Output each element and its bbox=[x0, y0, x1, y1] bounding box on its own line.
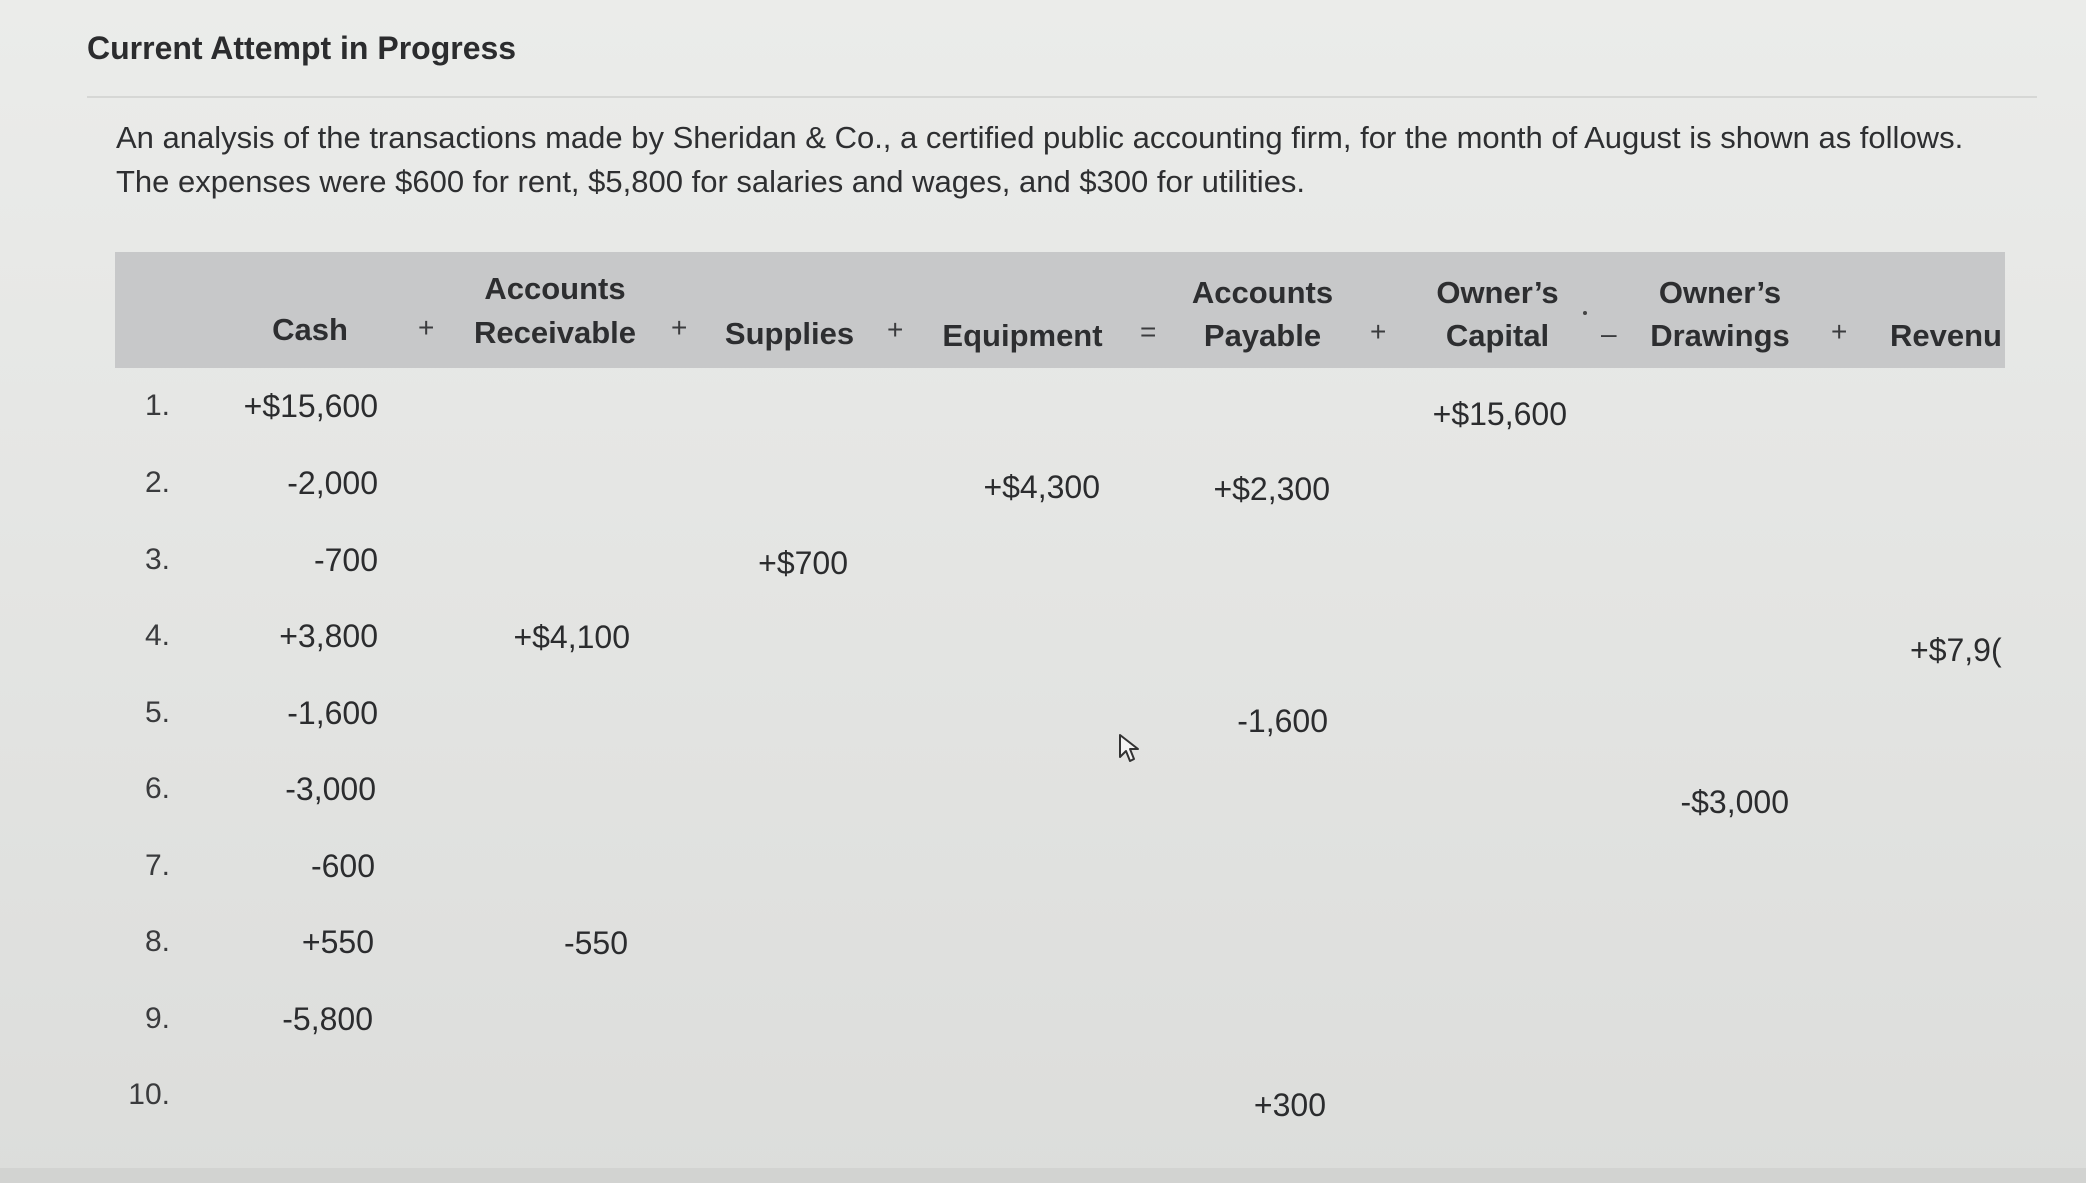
equipment-cell: +$4,300 bbox=[983, 469, 1100, 505]
cash-cell: +3,800 bbox=[279, 618, 378, 654]
operator-plus: + bbox=[671, 312, 688, 343]
row-number: 2. bbox=[144, 466, 170, 499]
row-number: 1. bbox=[144, 389, 170, 422]
supplies-cell: +$700 bbox=[758, 545, 848, 581]
operator-minus: – bbox=[1601, 318, 1617, 349]
row-number: 7. bbox=[144, 849, 170, 882]
ap-cell: +300 bbox=[1253, 1087, 1326, 1123]
ar-cell: +$4,100 bbox=[513, 619, 630, 655]
header-capital-top: Owner’s bbox=[1436, 275, 1559, 310]
row-number: 5. bbox=[144, 696, 170, 729]
ap-cell: -1,600 bbox=[1237, 703, 1328, 739]
header-ap-bottom: Payable bbox=[1203, 318, 1322, 353]
header-ar-bottom: Receivable bbox=[474, 315, 636, 350]
header-ap-top: Accounts bbox=[1191, 275, 1334, 310]
header-drawings-bottom: Drawings bbox=[1650, 318, 1790, 353]
problem-description bbox=[116, 116, 2016, 204]
header-drawings-top: Owner’s bbox=[1658, 275, 1782, 310]
drawings-cell: -$3,000 bbox=[1680, 784, 1789, 820]
cash-cell: -700 bbox=[313, 542, 378, 578]
description-line-2: The expenses were $600 for rent, $5,800 for salaries and wages, and $300 for utilities. bbox=[116, 164, 1306, 199]
row-number: 10. bbox=[128, 1078, 170, 1111]
capital-cell: +$15,600 bbox=[1432, 396, 1567, 432]
page-title: Current Attempt in Progress bbox=[87, 30, 517, 66]
operator-plus: + bbox=[418, 312, 435, 343]
revenue-cell: +$7,9( bbox=[1910, 632, 2002, 668]
cash-cell: -2,000 bbox=[287, 465, 378, 501]
header-cash: Cash bbox=[272, 312, 348, 347]
header-supplies: Supplies bbox=[724, 316, 855, 351]
header-capital-bottom: Capital bbox=[1445, 318, 1550, 353]
header-ar-top: Accounts bbox=[484, 271, 626, 306]
stray-mark bbox=[1583, 311, 1587, 315]
bottom-edge bbox=[0, 1168, 2086, 1183]
cash-cell: -3,000 bbox=[285, 771, 376, 807]
operator-plus: + bbox=[1831, 316, 1848, 347]
operator-equals: = bbox=[1140, 316, 1157, 347]
description-line-1: An analysis of the transactions made by Sheridan & Co., a certified public accounting firm, for the month of August is shown as follows. bbox=[116, 120, 1964, 155]
cash-cell: -600 bbox=[310, 848, 375, 884]
operator-plus: + bbox=[887, 314, 904, 345]
ap-cell: +$2,300 bbox=[1213, 471, 1330, 507]
header-equipment: Equipment bbox=[942, 318, 1103, 353]
row-number: 6. bbox=[144, 772, 170, 805]
row-number: 3. bbox=[144, 543, 170, 576]
header-revenue: Revenu bbox=[1890, 318, 2002, 353]
cash-cell: -1,600 bbox=[287, 695, 378, 731]
row-number: 9. bbox=[144, 1002, 170, 1035]
cash-cell: -5,800 bbox=[282, 1001, 373, 1037]
divider bbox=[87, 96, 2037, 98]
row-number: 4. bbox=[144, 619, 170, 652]
mouse-pointer-icon bbox=[1118, 733, 1144, 770]
ar-cell: -550 bbox=[563, 925, 628, 961]
row-number: 8. bbox=[144, 925, 170, 958]
cash-cell: +$15,600 bbox=[243, 388, 378, 424]
operator-plus: + bbox=[1370, 316, 1387, 347]
cash-cell: +550 bbox=[301, 924, 374, 960]
